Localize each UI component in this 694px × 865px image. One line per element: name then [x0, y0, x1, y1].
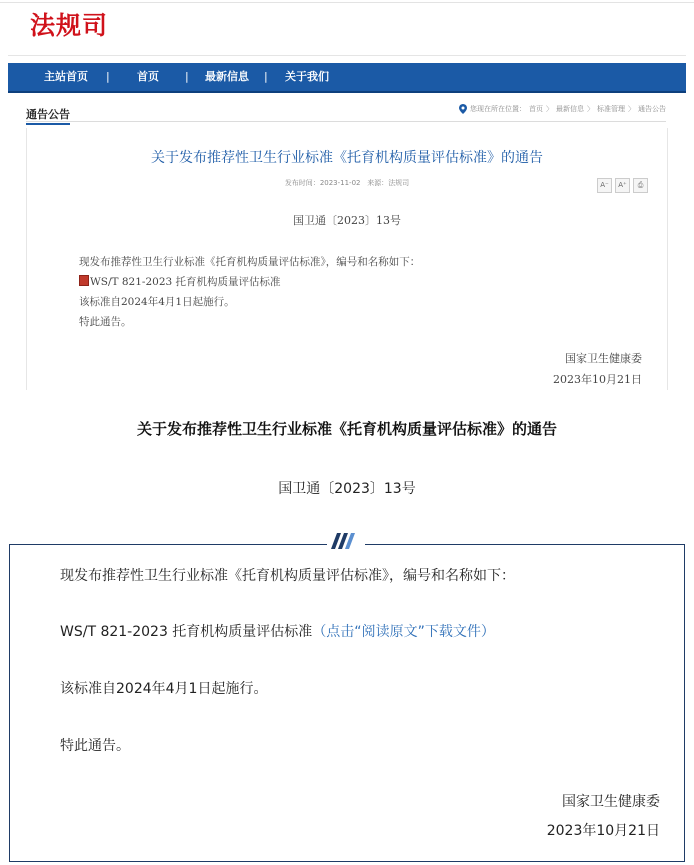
location-pin-icon — [459, 104, 467, 114]
breadcrumb-item-home[interactable]: 首页 — [529, 105, 543, 113]
article-body-line: 特此通告。 — [79, 316, 132, 328]
article-body-line: 现发布推荐性卫生行业标准《托育机构质量评估标准》，编号和名称如下： — [79, 256, 421, 268]
section-divider — [26, 121, 666, 122]
read-original-link[interactable]: （点击“阅读原文”下载文件） — [312, 624, 495, 640]
slash-ornament-icon — [327, 531, 365, 551]
breadcrumb-item-latest[interactable]: 最新信息 — [556, 105, 584, 113]
publish-date: 2023-11-02 — [319, 179, 361, 187]
nav-item-latest[interactable]: 最新信息 — [205, 70, 249, 83]
repost-frame — [9, 544, 685, 862]
breadcrumb-sep: 〉 — [546, 105, 553, 113]
repost-signer: 国家卫生健康委 — [562, 794, 660, 810]
nav-item-home[interactable]: 首页 — [137, 70, 159, 83]
article-meta — [0, 178, 694, 188]
site-logo[interactable]: 法规司 — [30, 11, 109, 40]
font-increase-button[interactable]: A⁺ — [615, 178, 630, 193]
top-rule — [0, 2, 694, 3]
repost-body-line: 现发布推荐性卫生行业标准《托育机构质量评估标准》，编号和名称如下： — [60, 568, 515, 584]
article-signer: 国家卫生健康委 — [565, 352, 642, 365]
repost-body-line: 特此通告。 — [60, 738, 130, 754]
nav-item-about[interactable]: 关于我们 — [285, 70, 329, 83]
repost-doc-number: 国卫通〔2023〕13号 — [278, 481, 416, 497]
standard-name: WS/T 821-2023 托育机构质量评估标准 — [60, 624, 313, 640]
nav-item-main-home[interactable]: 主站首页 — [44, 70, 88, 83]
nav-separator: | — [185, 70, 189, 83]
nav-separator: | — [106, 70, 110, 83]
breadcrumb-prefix: 您现在所在位置： — [470, 105, 526, 113]
section-title: 通告公告 — [26, 106, 70, 125]
date-label: 发布时间： — [284, 179, 320, 187]
breadcrumb-sep: 〉 — [628, 105, 635, 113]
repost-sign-date: 2023年10月21日 — [546, 823, 660, 839]
source-label: 来源： — [367, 179, 389, 187]
article-standard-line — [79, 274, 281, 289]
article-doc-number: 国卫通〔2023〕13号 — [293, 214, 401, 227]
source-value: 法规司 — [388, 179, 410, 187]
article-sign-date: 2023年10月21日 — [553, 373, 642, 386]
breadcrumb-item-standards[interactable]: 标准管理 — [597, 105, 625, 113]
article-title: 关于发布推荐性卫生行业标准《托育机构质量评估标准》的通告 — [151, 150, 543, 166]
breadcrumb — [459, 104, 666, 114]
font-decrease-button[interactable]: A⁻ — [597, 178, 612, 193]
repost-standard-line — [60, 621, 495, 641]
breadcrumb-item-notices[interactable]: 通告公告 — [638, 105, 666, 113]
print-button[interactable]: ⎙ — [633, 178, 648, 193]
repost-title: 关于发布推荐性卫生行业标准《托育机构质量评估标准》的通告 — [136, 420, 557, 438]
article-body-line: 该标准自2024年4月1日起施行。 — [79, 296, 235, 308]
repost-body-line: 该标准自2024年4月1日起施行。 — [60, 681, 268, 697]
main-navbar — [8, 63, 686, 93]
breadcrumb-sep: 〉 — [587, 105, 594, 113]
document-icon — [79, 275, 89, 286]
nav-separator: | — [264, 70, 268, 83]
article-tools — [597, 178, 648, 193]
standard-attachment-link[interactable]: WS/T 821-2023 托育机构质量评估标准 — [90, 276, 281, 288]
logo-divider — [8, 55, 686, 56]
